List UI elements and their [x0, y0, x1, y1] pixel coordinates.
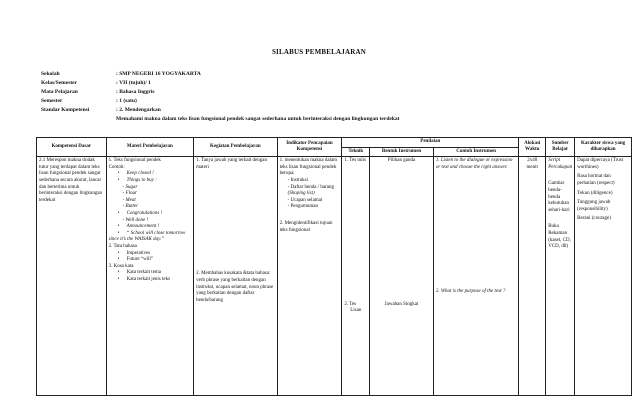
indikator-subitem: - Ucapan selamat — [287, 197, 323, 203]
meta-semester — [41, 97, 399, 106]
teknik-item: Lisan — [350, 308, 362, 314]
meta-sk — [41, 106, 399, 115]
meta-mapel — [41, 88, 399, 97]
sumber-item: Gambar benda-benda kebutuhan sehari-hari — [548, 181, 570, 213]
cell-contoh — [433, 157, 518, 396]
bentuk-item: Jawaban Singkat — [384, 301, 419, 307]
meta-label: Kelas/Semester — [41, 80, 78, 86]
meta-value: : Bahasa Inggris — [116, 89, 155, 95]
materi-subitem-text: Sugar — [125, 184, 138, 190]
header-row — [37, 138, 632, 148]
karakter-item: Tanggung jawab (responsibility) — [577, 200, 611, 212]
materi-item: 2. Tata bahasa — [108, 243, 137, 249]
materi-bullet: • “ School will close tomorrow since it’s the WAISAK day.” — [109, 231, 191, 244]
meta-value: : SMP NEGERI 16 YOGYAKARTA — [116, 71, 201, 77]
header-indikator: Indikator Pencapaian Kompetensi — [277, 138, 342, 157]
syllabus-table — [36, 137, 632, 396]
materi-subitem-text: Meat — [125, 197, 136, 203]
meta-kelas — [41, 79, 399, 88]
meta-sekolah — [41, 70, 399, 79]
materi-subitem-text: Well done ! — [125, 217, 149, 223]
cell-teknik — [342, 157, 370, 396]
karakter-item: Tekun (diligence) — [577, 190, 613, 196]
kegiatan-item: 1. Tanya jawab yang terkait dengan materi — [196, 158, 267, 170]
cell-bentuk — [370, 157, 434, 396]
indikator-subitem: - Pengumuman — [287, 204, 318, 210]
meta-value: : 1 (satu) — [116, 98, 137, 104]
header-contoh: Contoh Instrumen — [433, 147, 518, 157]
cell-kegiatan — [194, 157, 278, 396]
materi-bullet: • Kata terkait jenis teks — [109, 277, 191, 284]
indikator-subitem: - Instruksi — [287, 177, 308, 183]
header-sumber: Sumber Belajar — [546, 138, 575, 157]
cell-materi — [106, 157, 193, 396]
materi-bullet: • Congratulations ! — [109, 211, 191, 218]
meta-label: Sekolah — [41, 71, 60, 77]
materi-bullet: • Announcement ! — [109, 224, 191, 231]
materi-bullet: • Future “will” — [109, 257, 191, 264]
karakter-item: Berani (courage) — [577, 216, 611, 222]
materi-subitem — [109, 185, 191, 192]
materi-item: 3. Kosa kata — [108, 263, 134, 269]
materi-bullet: • Imperatives — [109, 251, 191, 258]
syllabus-meta — [41, 70, 399, 124]
header-bentuk: Bentuk Instrumen — [370, 147, 434, 157]
indikator-item: 2. Mengidentifikasi tujuan teks fungsional — [279, 220, 333, 233]
kd-text: 2.1 Merespon makna tindak tutur yang terdapat dalam teks lisan fungsional pendek sangat sederhana secara akurat, lancar dan berterima untuk berinteraksi dengan lingkungan terdekat — [39, 158, 103, 203]
contoh-item: 2. What is the purpose of the text ? — [435, 289, 506, 295]
content-row — [37, 157, 632, 396]
cell-karakter — [575, 157, 632, 396]
header-materi: Materi Pembelajaran — [106, 138, 193, 157]
cell-indikator — [277, 157, 342, 396]
indikator-item: 1. menentukan makna dalam teks lisan fungsional pendek berupa: — [279, 158, 338, 177]
materi-item: 1. Teks fungsional pendek — [108, 158, 161, 164]
materi-item: Contoh: — [108, 164, 125, 170]
meta-label: Semester — [41, 98, 63, 104]
header-penilaian: Penilaian — [342, 138, 519, 148]
meta-sk-description: Memahami makna dalam teks lisan fungsional pendek sangat sederhana untuk berinteraksi dengan lingkungan terdekat — [116, 116, 400, 122]
karakter-item: Rasa hormat dan perhatian (respect) — [577, 174, 615, 186]
indikator-subitem: - Daftar benda / barang — [287, 184, 334, 190]
bentuk-item: Pilihan ganda — [387, 158, 416, 164]
header-kegiatan: Kegiatan Pembelajaran — [194, 138, 278, 157]
kegiatan-item: 2. Membahas kosakata &tata bahasa: verb phrase yang berkaitan dengan instruksi, ucapan selamat, noun phrase yang berkaitan dengan daftar benda/barang — [196, 271, 274, 303]
header-alokasi: Alokasi Waktu — [519, 138, 546, 157]
page-title: SILABUS PEMBELAJARAN — [271, 48, 367, 56]
alokasi-text: 2x40 menit — [526, 158, 538, 170]
materi-subitem — [109, 198, 191, 205]
header-teknik: Teknik — [342, 147, 370, 157]
meta-label: Standar Kompetensi — [41, 107, 90, 113]
materi-bullet: • Kata terkait tema — [109, 270, 191, 277]
contoh-item: 1. Listen to the dialogue or expression or text and choose the right answer. — [435, 158, 513, 170]
cell-sumber — [546, 157, 575, 396]
materi-subitem-text: Flour — [125, 191, 137, 197]
materi-subitem — [109, 218, 191, 225]
materi-bullet: • Keep closed ! — [109, 171, 191, 178]
cell-alokasi — [519, 157, 546, 396]
teknik-item: 1. Tes tulis — [344, 158, 366, 164]
karakter-item: Dapat dipercaya (Trust worthines) — [577, 158, 624, 170]
materi-subitem — [109, 204, 191, 211]
indikator-subitem: (Shoping list) — [287, 191, 315, 197]
header-kd: Kompetensi Dasar — [37, 138, 107, 157]
sumber-item: Script Percakapan — [548, 158, 573, 170]
materi-subitem — [109, 191, 191, 198]
meta-value: : 2. Mendengarkan — [116, 107, 161, 113]
header-karakter: Karakter siswa yang diharapkan — [575, 138, 632, 157]
meta-label: Mata Pelajaran — [41, 89, 78, 95]
teknik-item: 2. Tes — [344, 301, 357, 307]
materi-bullet: • Things to buy : — [109, 178, 191, 185]
cell-kd — [37, 157, 107, 396]
meta-value: : VII (tujuh)/ 1 — [116, 80, 151, 86]
materi-subitem-text: Butter — [125, 204, 139, 210]
sumber-item: Buku Rekaman (kaset, CD, VCD, dll) — [548, 224, 571, 250]
